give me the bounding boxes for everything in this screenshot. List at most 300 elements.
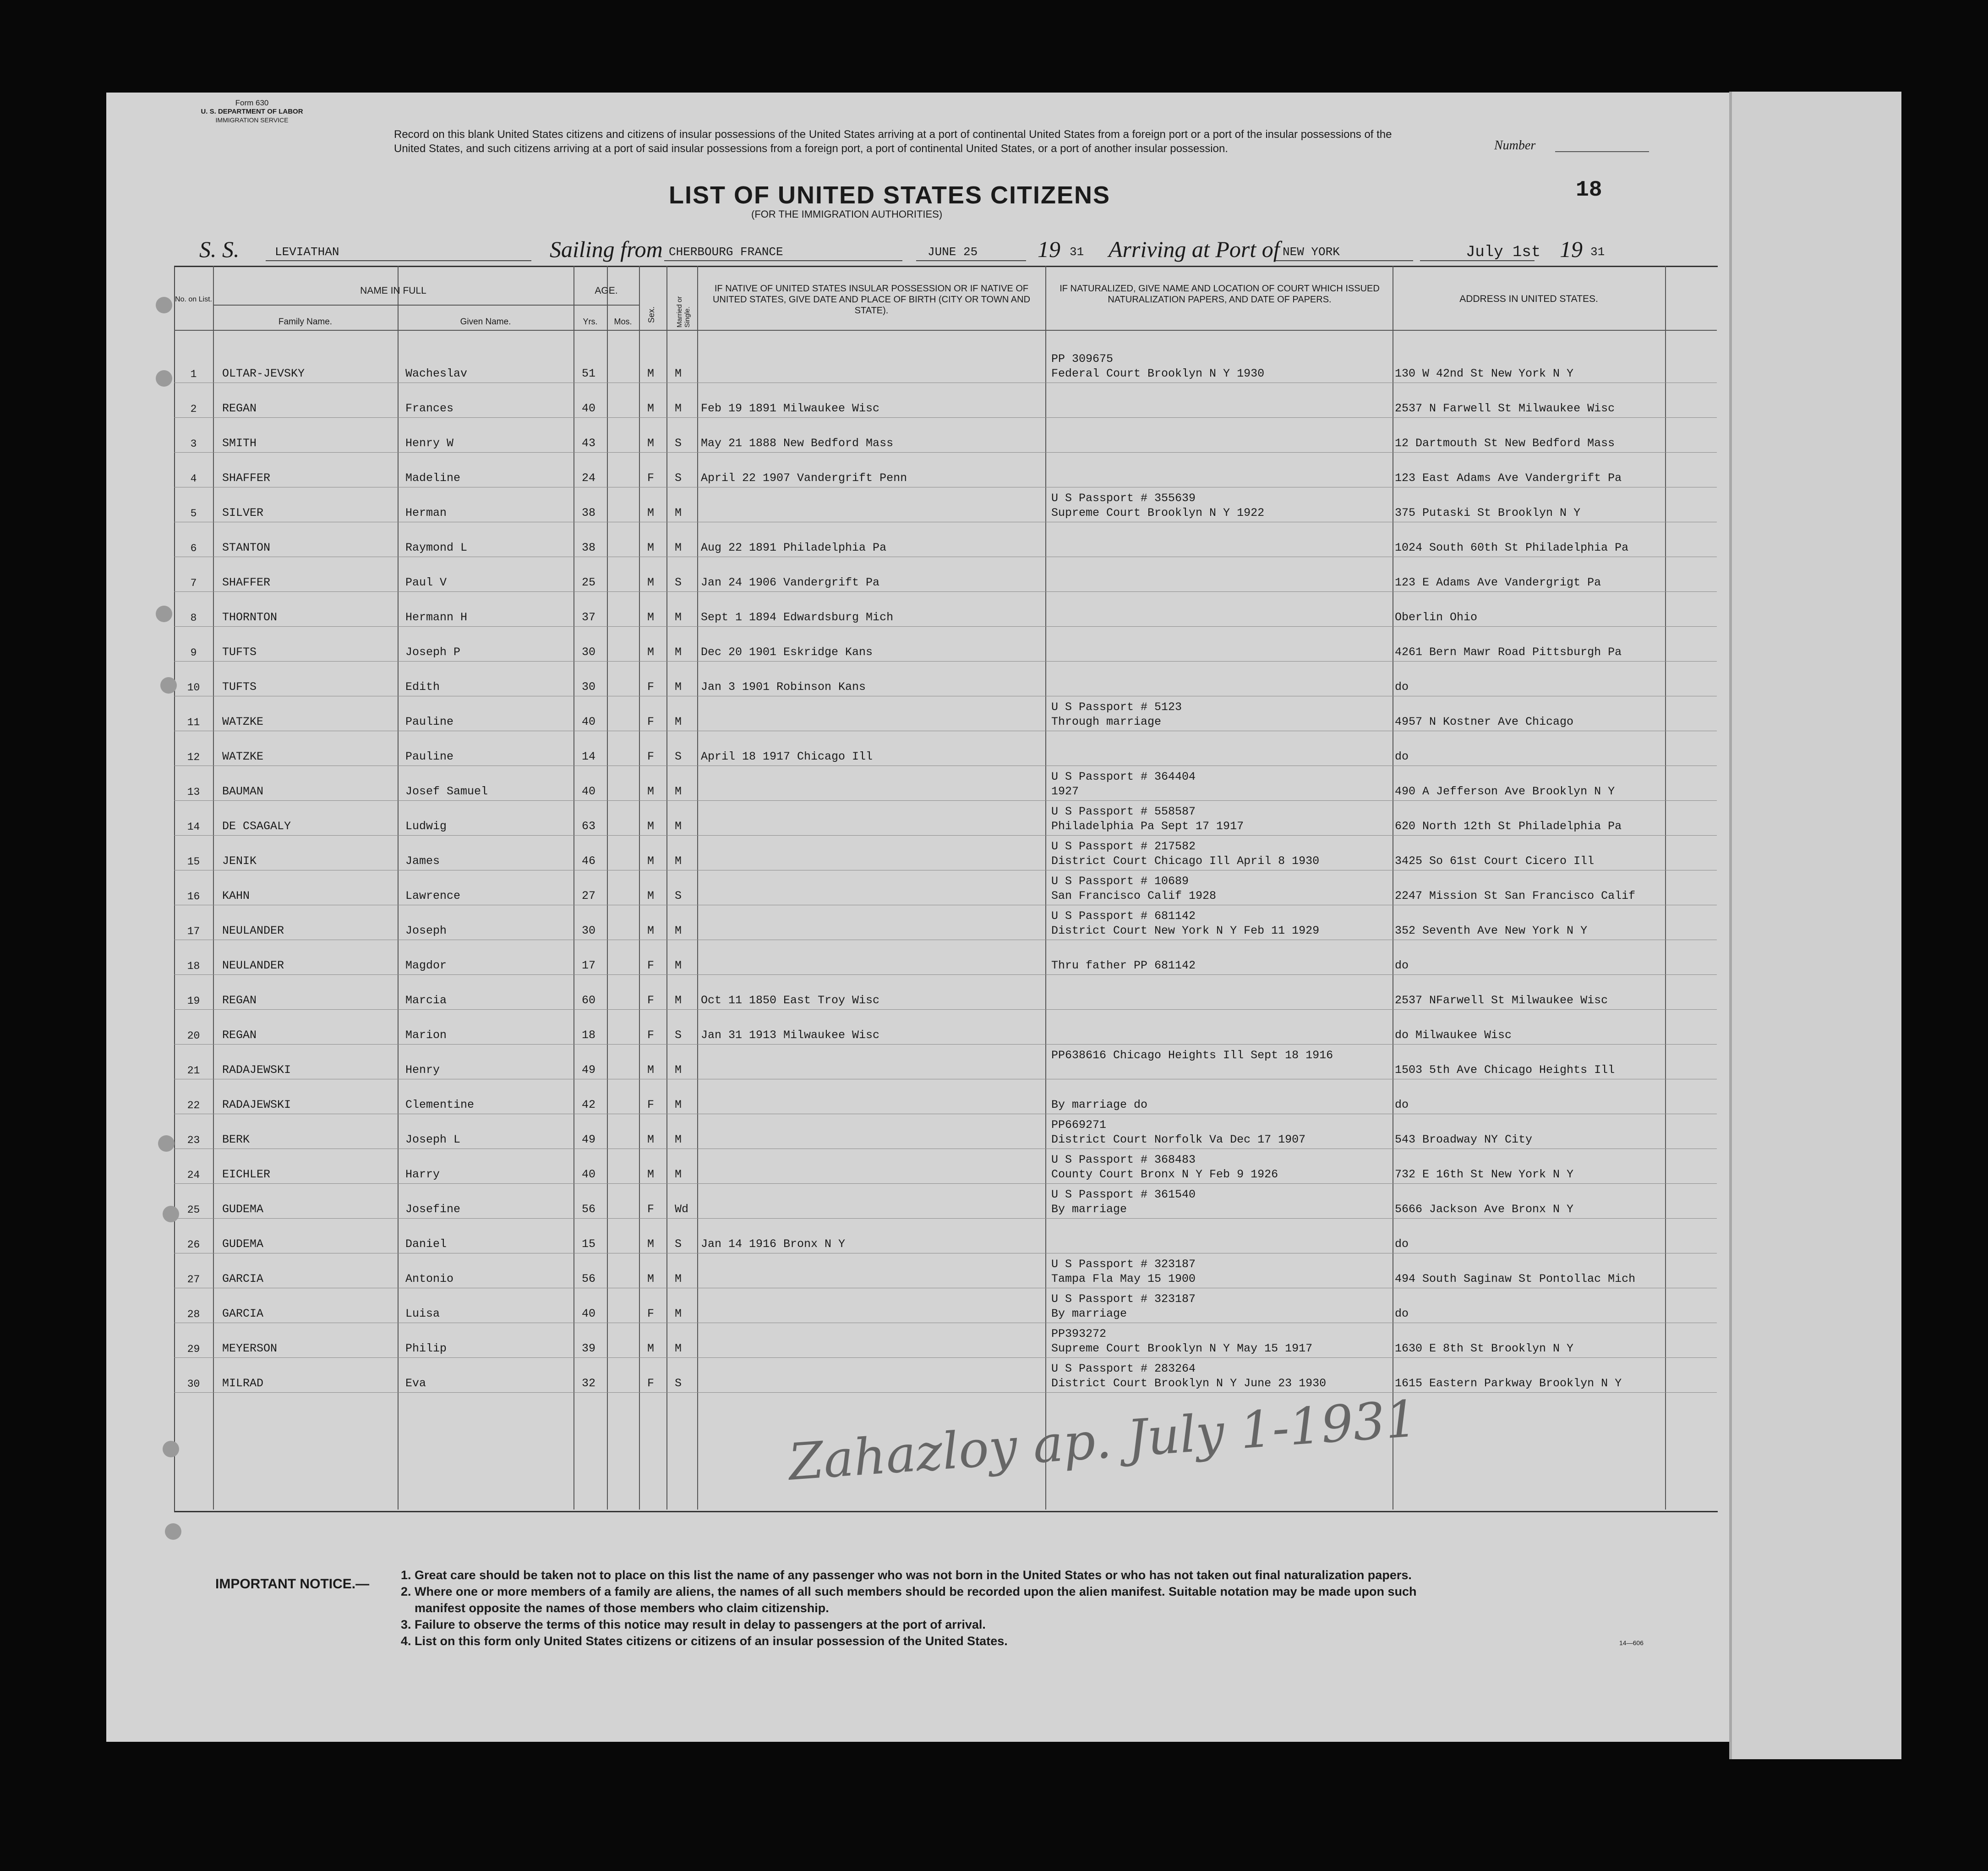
punch-hole [156, 606, 172, 622]
marital-status: M [675, 820, 682, 833]
sex: M [647, 541, 655, 554]
us-address: 1615 Eastern Parkway Brooklyn N Y [1395, 1377, 1622, 1390]
header-married-single: Married or Single. [676, 296, 691, 328]
header-no: No. on List. [175, 295, 212, 303]
us-address: 130 W 42nd St New York N Y [1395, 367, 1574, 380]
age-years: 40 [582, 785, 596, 798]
page-edge [1729, 92, 1901, 1759]
naturalization-line-2: Thru father PP 681142 [1051, 959, 1196, 972]
naturalization-line-1: U S Passport # 558587 [1051, 805, 1196, 818]
sex: F [647, 471, 655, 485]
birth-details: Dec 20 1901 Eskridge Kans [701, 646, 873, 659]
row-number: 2 [190, 403, 197, 415]
marital-status: M [675, 680, 682, 694]
table-row [174, 592, 1717, 627]
number-label: Number [1494, 138, 1536, 153]
naturalization-line-2: District Court Chicago Ill April 8 1930 [1051, 854, 1320, 868]
age-years: 24 [582, 471, 596, 485]
sailing-label: Sailing from [550, 236, 663, 262]
sex: M [647, 437, 655, 450]
marital-status: M [675, 994, 682, 1007]
age-years: 49 [582, 1063, 596, 1077]
punch-hole [160, 677, 177, 694]
given-name: Marion [405, 1029, 447, 1042]
given-name: Frances [405, 402, 454, 415]
sex: F [647, 750, 655, 763]
age-years: 63 [582, 820, 596, 833]
row-number: 15 [187, 856, 200, 868]
sailing-line [664, 260, 902, 261]
sex: M [647, 924, 655, 937]
us-address: 1024 South 60th St Philadelphia Pa [1395, 541, 1629, 554]
table-row [174, 1045, 1717, 1079]
table-row [174, 627, 1717, 662]
row-number: 9 [190, 647, 197, 659]
us-address: 352 Seventh Ave New York N Y [1395, 924, 1588, 937]
age-years: 27 [582, 889, 596, 903]
us-address: 2537 N Farwell St Milwaukee Wisc [1395, 402, 1615, 415]
given-name: Marcia [405, 994, 447, 1007]
age-years: 56 [582, 1203, 596, 1216]
birth-details: Jan 24 1906 Vandergrift Pa [701, 576, 880, 589]
us-address: 2247 Mission St San Francisco Calif [1395, 889, 1636, 903]
naturalization-line-1: U S Passport # 10689 [1051, 875, 1189, 888]
us-address: 1630 E 8th St Brooklyn N Y [1395, 1342, 1574, 1355]
given-name: Joseph L [405, 1133, 461, 1146]
us-address: do [1395, 1098, 1409, 1111]
sex: F [647, 1098, 655, 1111]
naturalization-line-2: Federal Court Brooklyn N Y 1930 [1051, 367, 1265, 380]
age-years: 30 [582, 646, 596, 659]
arrival-date: July 1st [1466, 244, 1541, 261]
table-row [174, 801, 1717, 836]
row-number: 28 [187, 1308, 200, 1320]
us-address: 123 East Adams Ave Vandergrift Pa [1395, 471, 1622, 485]
row-number: 6 [190, 542, 197, 554]
family-name: MILRAD [222, 1377, 264, 1390]
naturalization-line-2: Philadelphia Pa Sept 17 1917 [1051, 820, 1244, 833]
row-number: 11 [187, 717, 200, 728]
family-name: TUFTS [222, 646, 257, 659]
marital-status: M [675, 1342, 682, 1355]
age-years: 38 [582, 541, 596, 554]
us-address: 1503 5th Ave Chicago Heights Ill [1395, 1063, 1615, 1077]
us-address: 12 Dartmouth St New Bedford Mass [1395, 437, 1615, 450]
given-name: Pauline [405, 750, 454, 763]
us-address: do [1395, 1237, 1409, 1251]
naturalization-line-1: PP 309675 [1051, 352, 1114, 366]
row-number: 3 [190, 438, 197, 450]
sex: M [647, 1342, 655, 1355]
marital-status: S [675, 437, 682, 450]
ss-label: S. S. [199, 236, 240, 262]
table-row [174, 1219, 1717, 1253]
year-label-2: 19 [1560, 236, 1583, 262]
sex: F [647, 959, 655, 972]
marital-status: M [675, 611, 682, 624]
family-name: KAHN [222, 889, 250, 903]
age-years: 15 [582, 1237, 596, 1251]
given-name: Ludwig [405, 820, 447, 833]
age-years: 39 [582, 1342, 596, 1355]
given-name: Daniel [405, 1237, 447, 1251]
naturalization-line-1: U S Passport # 355639 [1051, 492, 1196, 505]
naturalization-line-2: District Court Brooklyn N Y June 23 1930 [1051, 1377, 1327, 1390]
row-number: 16 [187, 891, 200, 903]
table-row [174, 1010, 1717, 1045]
header-naturalization: IF NATURALIZED, GIVE NAME AND LOCATION OF COURT WHICH ISSUED NATURALIZATION PAPERS, AND DATE OF PAPERS. [1060, 284, 1380, 305]
row-number: 5 [190, 508, 197, 520]
birth-details: Jan 3 1901 Robinson Kans [701, 680, 866, 694]
sex: M [647, 854, 655, 868]
family-name: REGAN [222, 402, 257, 415]
table-row [174, 1149, 1717, 1184]
punch-hole [156, 370, 172, 387]
given-name: Raymond L [405, 541, 468, 554]
age-years: 56 [582, 1272, 596, 1286]
marital-status: M [675, 367, 682, 380]
sex: F [647, 680, 655, 694]
naturalization-line-2: Through marriage [1051, 715, 1162, 728]
table-row [174, 1184, 1717, 1219]
form-number: Form 630 [235, 98, 269, 107]
header-address: ADDRESS IN UNITED STATES. [1459, 294, 1598, 304]
sex: M [647, 820, 655, 833]
header-given-name: Given Name. [460, 317, 511, 327]
marital-status: S [675, 576, 682, 589]
given-name: Henry [405, 1063, 440, 1077]
family-name: MEYERSON [222, 1342, 278, 1355]
age-years: 14 [582, 750, 596, 763]
family-name: REGAN [222, 1029, 257, 1042]
family-name: RADAJEWSKI [222, 1098, 291, 1111]
punch-hole [158, 1135, 175, 1152]
punch-hole [156, 297, 172, 313]
arrival-port: NEW YORK [1283, 245, 1340, 259]
marital-status: M [675, 715, 682, 728]
age-years: 40 [582, 402, 596, 415]
naturalization-line-1: U S Passport # 323187 [1051, 1292, 1196, 1306]
table-row [174, 383, 1717, 418]
naturalization-line-2: By marriage [1051, 1307, 1127, 1320]
row-number: 14 [187, 821, 200, 833]
us-address: 3425 So 61st Court Cicero Ill [1395, 854, 1595, 868]
header-sex: Sex. [647, 306, 656, 323]
row-number: 23 [187, 1134, 200, 1146]
marital-status: S [675, 1029, 682, 1042]
table-row [174, 418, 1717, 453]
age-years: 49 [582, 1133, 596, 1146]
naturalization-line-1: U S Passport # 681142 [1051, 909, 1196, 923]
family-name: RADAJEWSKI [222, 1063, 291, 1077]
year-label-1: 19 [1038, 236, 1060, 262]
notice-item-3: 3. Failure to observe the terms of this notice may result in delay to passengers at the port of arrival. [401, 1618, 986, 1631]
family-name: OLTAR-JEVSKY [222, 367, 305, 380]
header-mos: Mos. [614, 317, 632, 326]
document-title: LIST OF UNITED STATES CITIZENS [669, 181, 1110, 209]
given-name: Edith [405, 680, 440, 694]
marital-status: S [675, 750, 682, 763]
department-name: U. S. DEPARTMENT OF LABOR [201, 108, 303, 115]
punch-hole [163, 1206, 179, 1222]
handwritten-annotation: Zahazloy ap. July 1-1931 [786, 1389, 1419, 1492]
sail-date: JUNE 25 [928, 245, 978, 259]
naturalization-line-2: Tampa Fla May 15 1900 [1051, 1272, 1196, 1286]
sex: M [647, 506, 655, 520]
header-name-in-full: NAME IN FULL [360, 285, 426, 296]
header-age: AGE. [595, 285, 618, 296]
table-row [174, 557, 1717, 592]
naturalization-line-2: Supreme Court Brooklyn N Y May 15 1917 [1051, 1342, 1313, 1355]
row-number: 27 [187, 1274, 200, 1286]
naturalization-line-2: By marriage [1051, 1203, 1127, 1216]
age-years: 42 [582, 1098, 596, 1111]
table-row [174, 1358, 1717, 1393]
age-years: 40 [582, 1168, 596, 1181]
sex: M [647, 576, 655, 589]
naturalization-line-1: PP669271 [1051, 1118, 1107, 1132]
sex: M [647, 1168, 655, 1181]
us-address: 5666 Jackson Ave Bronx N Y [1395, 1203, 1574, 1216]
sex: M [647, 646, 655, 659]
naturalization-line-2: San Francisco Calif 1928 [1051, 889, 1217, 903]
table-row [174, 1288, 1717, 1323]
birth-details: Oct 11 1850 East Troy Wisc [701, 994, 880, 1007]
us-address: 4261 Bern Mawr Road Pittsburgh Pa [1395, 646, 1622, 659]
naturalization-line-1: U S Passport # 361540 [1051, 1188, 1196, 1201]
subheader-rule [213, 305, 639, 306]
family-name: BERK [222, 1133, 250, 1146]
given-name: Pauline [405, 715, 454, 728]
row-number: 13 [187, 786, 200, 798]
given-name: Lawrence [405, 889, 461, 903]
given-name: Henry W [405, 437, 454, 450]
header-family-name: Family Name. [278, 317, 333, 327]
us-address: 4957 N Kostner Ave Chicago [1395, 715, 1574, 728]
table-row [174, 1253, 1717, 1288]
us-address: do Milwaukee Wisc [1395, 1029, 1512, 1042]
family-name: REGAN [222, 994, 257, 1007]
age-years: 40 [582, 1307, 596, 1320]
table-row [174, 870, 1717, 905]
notice-label: IMPORTANT NOTICE.— [215, 1576, 370, 1592]
marital-status: M [675, 924, 682, 937]
table-row [174, 836, 1717, 870]
given-name: Madeline [405, 471, 461, 485]
arrival-port-line [1276, 260, 1413, 261]
sex: M [647, 611, 655, 624]
marital-status: M [675, 959, 682, 972]
sex: F [647, 994, 655, 1007]
row-number: 19 [187, 995, 200, 1007]
given-name: Herman [405, 506, 447, 520]
row-number: 29 [187, 1343, 200, 1355]
page-number: 18 [1576, 178, 1602, 202]
family-name: GARCIA [222, 1272, 264, 1286]
row-number: 18 [187, 960, 200, 972]
notice-item-1: 1. Great care should be taken not to place on this list the name of any passenger who was not born in the United States or who has not taken out final naturalization papers. [401, 1568, 1412, 1582]
table-row [174, 940, 1717, 975]
us-address: do [1395, 1307, 1409, 1320]
sex: F [647, 1307, 655, 1320]
birth-details: Jan 14 1916 Bronx N Y [701, 1237, 846, 1251]
form-identifier [179, 98, 325, 125]
table-row [174, 696, 1717, 731]
family-name: THORNTON [222, 611, 278, 624]
header-bottom-rule [174, 330, 1717, 331]
row-number: 20 [187, 1030, 200, 1042]
header-yrs: Yrs. [583, 317, 598, 326]
table-row [174, 1079, 1717, 1114]
marital-status: M [675, 1272, 682, 1286]
us-address: 123 E Adams Ave Vandergrigt Pa [1395, 576, 1601, 589]
us-address: 490 A Jefferson Ave Brooklyn N Y [1395, 785, 1615, 798]
marital-status: S [675, 889, 682, 903]
row-number: 17 [187, 925, 200, 937]
notice-item-2-cont: manifest opposite the names of those members who claim citizenship. [415, 1601, 829, 1615]
given-name: Harry [405, 1168, 440, 1181]
row-number: 21 [187, 1065, 200, 1077]
arrival-date-line [1420, 260, 1535, 261]
number-line [1555, 151, 1649, 152]
naturalization-line-2: District Court New York N Y Feb 11 1929 [1051, 924, 1320, 937]
sex: M [647, 1063, 655, 1077]
row-number: 26 [187, 1239, 200, 1251]
family-name: JENIK [222, 854, 257, 868]
family-name: SMITH [222, 437, 257, 450]
birth-details: April 22 1907 Vandergrift Penn [701, 471, 907, 485]
marital-status: M [675, 854, 682, 868]
row-number: 25 [187, 1204, 200, 1216]
naturalization-line-1: U S Passport # 323187 [1051, 1258, 1196, 1271]
us-address: do [1395, 959, 1409, 972]
naturalization-line-1: U S Passport # 368483 [1051, 1153, 1196, 1166]
naturalization-line-2: County Court Bronx N Y Feb 9 1926 [1051, 1168, 1278, 1181]
given-name: Clementine [405, 1098, 475, 1111]
table-row [174, 662, 1717, 696]
naturalization-line-1: PP393272 [1051, 1327, 1107, 1340]
naturalization-line-2: Supreme Court Brooklyn N Y 1922 [1051, 506, 1265, 520]
family-name: GUDEMA [222, 1203, 264, 1216]
naturalization-line-2: 1927 [1051, 785, 1079, 798]
family-name: TUFTS [222, 680, 257, 694]
table-row [174, 1323, 1717, 1358]
sail-date-line [916, 260, 1026, 261]
row-number: 1 [190, 368, 197, 380]
marital-status: S [675, 1237, 682, 1251]
marital-status: M [675, 1307, 682, 1320]
given-name: Josef Samuel [405, 785, 488, 798]
family-name: GUDEMA [222, 1237, 264, 1251]
row-number: 8 [190, 612, 197, 624]
age-years: 17 [582, 959, 596, 972]
birth-details: May 21 1888 New Bedford Mass [701, 437, 894, 450]
family-name: SHAFFER [222, 576, 271, 589]
given-name: Paul V [405, 576, 447, 589]
form-code: 14—606 [1619, 1639, 1644, 1647]
family-name: STANTON [222, 541, 271, 554]
marital-status: Wd [675, 1203, 689, 1216]
us-address: 543 Broadway NY City [1395, 1133, 1533, 1146]
family-name: NEULANDER [222, 924, 284, 937]
sex: F [647, 1203, 655, 1216]
arrival-year: 31 [1590, 245, 1605, 259]
naturalization-line-1: U S Passport # 364404 [1051, 770, 1196, 783]
sex: M [647, 785, 655, 798]
family-name: GARCIA [222, 1307, 264, 1320]
naturalization-line-1: U S Passport # 5123 [1051, 700, 1182, 714]
family-name: EICHLER [222, 1168, 271, 1181]
given-name: James [405, 854, 440, 868]
ship-name: LEVIATHAN [275, 245, 339, 259]
marital-status: M [675, 1168, 682, 1181]
marital-status: M [675, 1098, 682, 1111]
header-native-birth: IF NATIVE OF UNITED STATES INSULAR POSSESSION OR IF NATIVE OF UNITED STATES, GIVE DATE AND PLACE OF BIRTH (CITY OR TOWN AND STATE). [712, 284, 1031, 316]
age-years: 60 [582, 994, 596, 1007]
given-name: Magdor [405, 959, 447, 972]
given-name: Joseph P [405, 646, 461, 659]
arriving-label: Arriving at Port of [1109, 236, 1280, 262]
age-years: 30 [582, 924, 596, 937]
notice-item-2: 2. Where one or more members of a family are aliens, the names of all such members should be recorded upon the alien manifest. Suitable notation may be made upon such [401, 1585, 1417, 1598]
naturalization-line-1: U S Passport # 283264 [1051, 1362, 1196, 1375]
family-name: SHAFFER [222, 471, 271, 485]
age-years: 40 [582, 715, 596, 728]
row-number: 24 [187, 1169, 200, 1181]
family-name: WATZKE [222, 715, 264, 728]
document-subtitle: (FOR THE IMMIGRATION AUTHORITIES) [751, 208, 943, 220]
table-row [174, 731, 1717, 766]
marital-status: M [675, 506, 682, 520]
row-number: 4 [190, 473, 197, 485]
marital-status: M [675, 785, 682, 798]
age-years: 30 [582, 680, 596, 694]
given-name: Luisa [405, 1307, 440, 1320]
family-name: NEULANDER [222, 959, 284, 972]
age-years: 32 [582, 1377, 596, 1390]
sex: M [647, 402, 655, 415]
family-name: DE CSAGALY [222, 820, 291, 833]
intro-instructions: Record on this blank United States citizens and citizens of insular possessions of the United States arriving at a port of continental United States from a foreign port or a port of the insular possessions of the United States, and such citizens arriving at a port of said insular possessions from a foreign port, a port of continental United States, or a port of another insular possession. [394, 128, 1392, 155]
sex: M [647, 1237, 655, 1251]
punch-hole [163, 1441, 179, 1457]
given-name: Wacheslav [405, 367, 468, 380]
sailing-port: CHERBOURG FRANCE [669, 245, 783, 259]
notice-item-4: 4. List on this form only United States citizens or citizens of an insular possession of the United States. [401, 1634, 1008, 1648]
row-number: 12 [187, 751, 200, 763]
family-name: WATZKE [222, 750, 264, 763]
marital-status: M [675, 1133, 682, 1146]
naturalization-line-2: District Court Norfolk Va Dec 17 1907 [1051, 1133, 1306, 1146]
sex: F [647, 1377, 655, 1390]
marital-status: S [675, 471, 682, 485]
table-row [174, 975, 1717, 1010]
sex: M [647, 1272, 655, 1286]
row-number: 10 [187, 682, 200, 694]
sex: M [647, 1133, 655, 1146]
given-name: Hermann H [405, 611, 468, 624]
us-address: do [1395, 680, 1409, 694]
row-number: 7 [190, 577, 197, 589]
birth-details: Aug 22 1891 Philadelphia Pa [701, 541, 887, 554]
service-name: IMMIGRATION SERVICE [215, 116, 289, 124]
row-number: 22 [187, 1100, 200, 1111]
birth-details: Jan 31 1913 Milwaukee Wisc [701, 1029, 880, 1042]
row-number: 30 [187, 1378, 200, 1390]
sex: F [647, 1029, 655, 1042]
marital-status: M [675, 646, 682, 659]
marital-status: M [675, 541, 682, 554]
